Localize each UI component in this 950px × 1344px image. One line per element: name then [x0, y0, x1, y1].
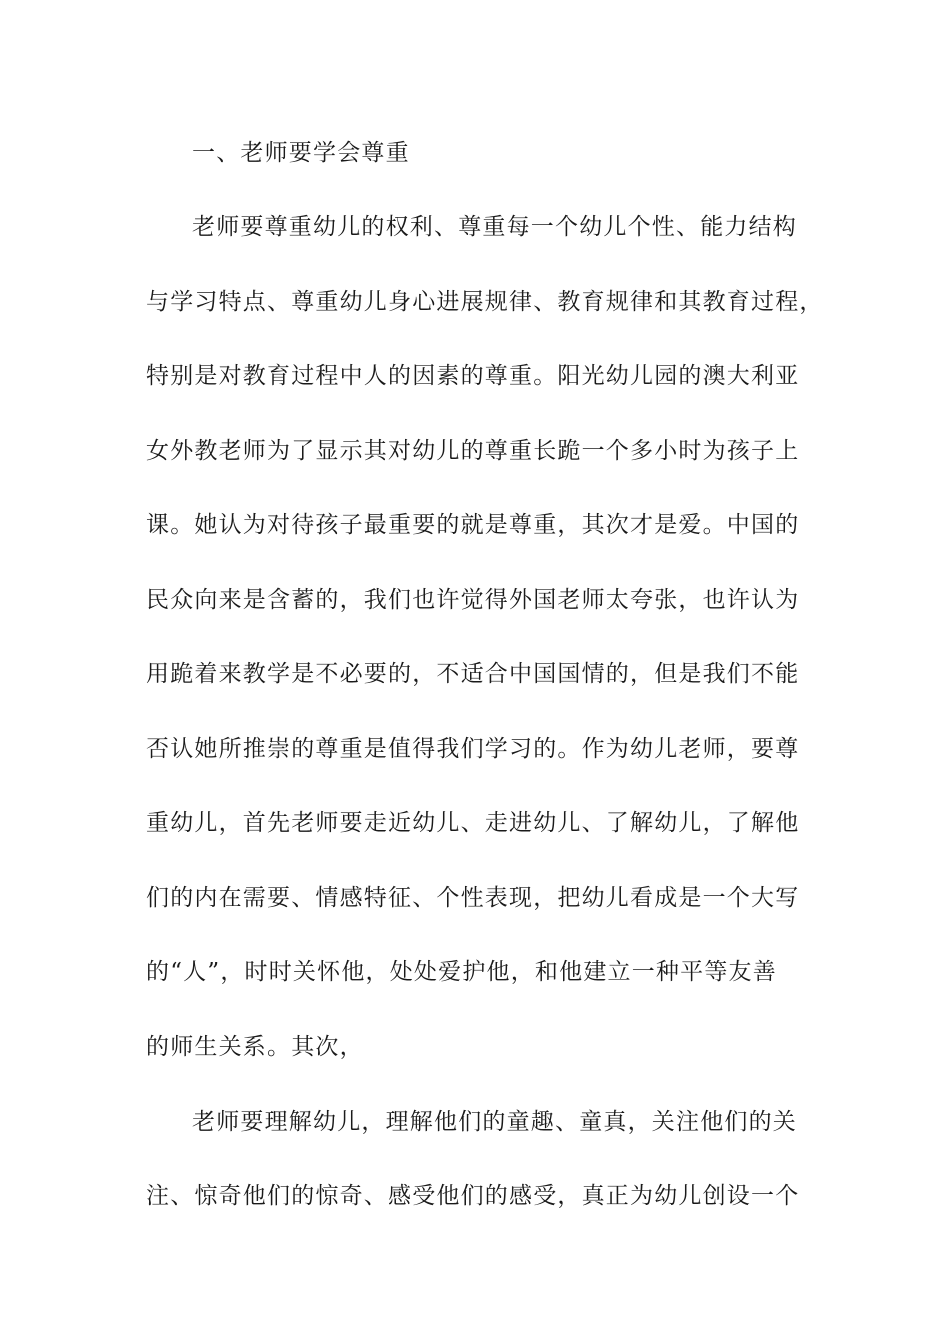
paragraph-line: 特别是对教育过程中人的因素的尊重。阳光幼儿园的澳大利亚 — [146, 363, 800, 389]
paragraph-line: 否认她所推崇的尊重是值得我们学习的。作为幼儿老师，要尊 — [146, 736, 800, 762]
paragraph-line: 们的内在需要、情感特征、个性表现，把幼儿看成是一个大写 — [146, 885, 800, 911]
paragraph-line: 用跪着来教学是不必要的，不适合中国国情的，但是我们不能 — [146, 661, 800, 687]
paragraph-line: 的“人”，时时关怀他，处处爱护他，和他建立一种平等友善 — [146, 959, 777, 985]
paragraph-line: 女外教老师为了显示其对幼儿的尊重长跪一个多小时为孩子上 — [146, 438, 800, 464]
paragraph-line: 注、惊奇他们的惊奇、感受他们的感受，真正为幼儿创设一个 — [146, 1183, 800, 1209]
paragraph-line: 课。她认为对待孩子最重要的就是尊重，其次才是爱。中国的 — [146, 512, 800, 538]
paragraph-line: 老师要理解幼儿，理解他们的童趣、童真，关注他们的关 — [192, 1109, 797, 1135]
paragraph-line: 民众向来是含蓄的，我们也许觉得外国老师太夸张，也许认为 — [146, 587, 800, 613]
paragraph-line: 老师要尊重幼儿的权利、尊重每一个幼儿个性、能力结构 — [192, 214, 797, 240]
paragraph-line: 重幼儿，首先老师要走近幼儿、走进幼儿、了解幼儿，了解他 — [146, 810, 800, 836]
section-heading: 一、老师要学会尊重 — [192, 140, 410, 166]
paragraph-line: 与学习特点、尊重幼儿身心进展规律、教育规律和其教育过程， — [146, 289, 824, 315]
paragraph-line: 的师生关系。其次， — [146, 1034, 364, 1060]
